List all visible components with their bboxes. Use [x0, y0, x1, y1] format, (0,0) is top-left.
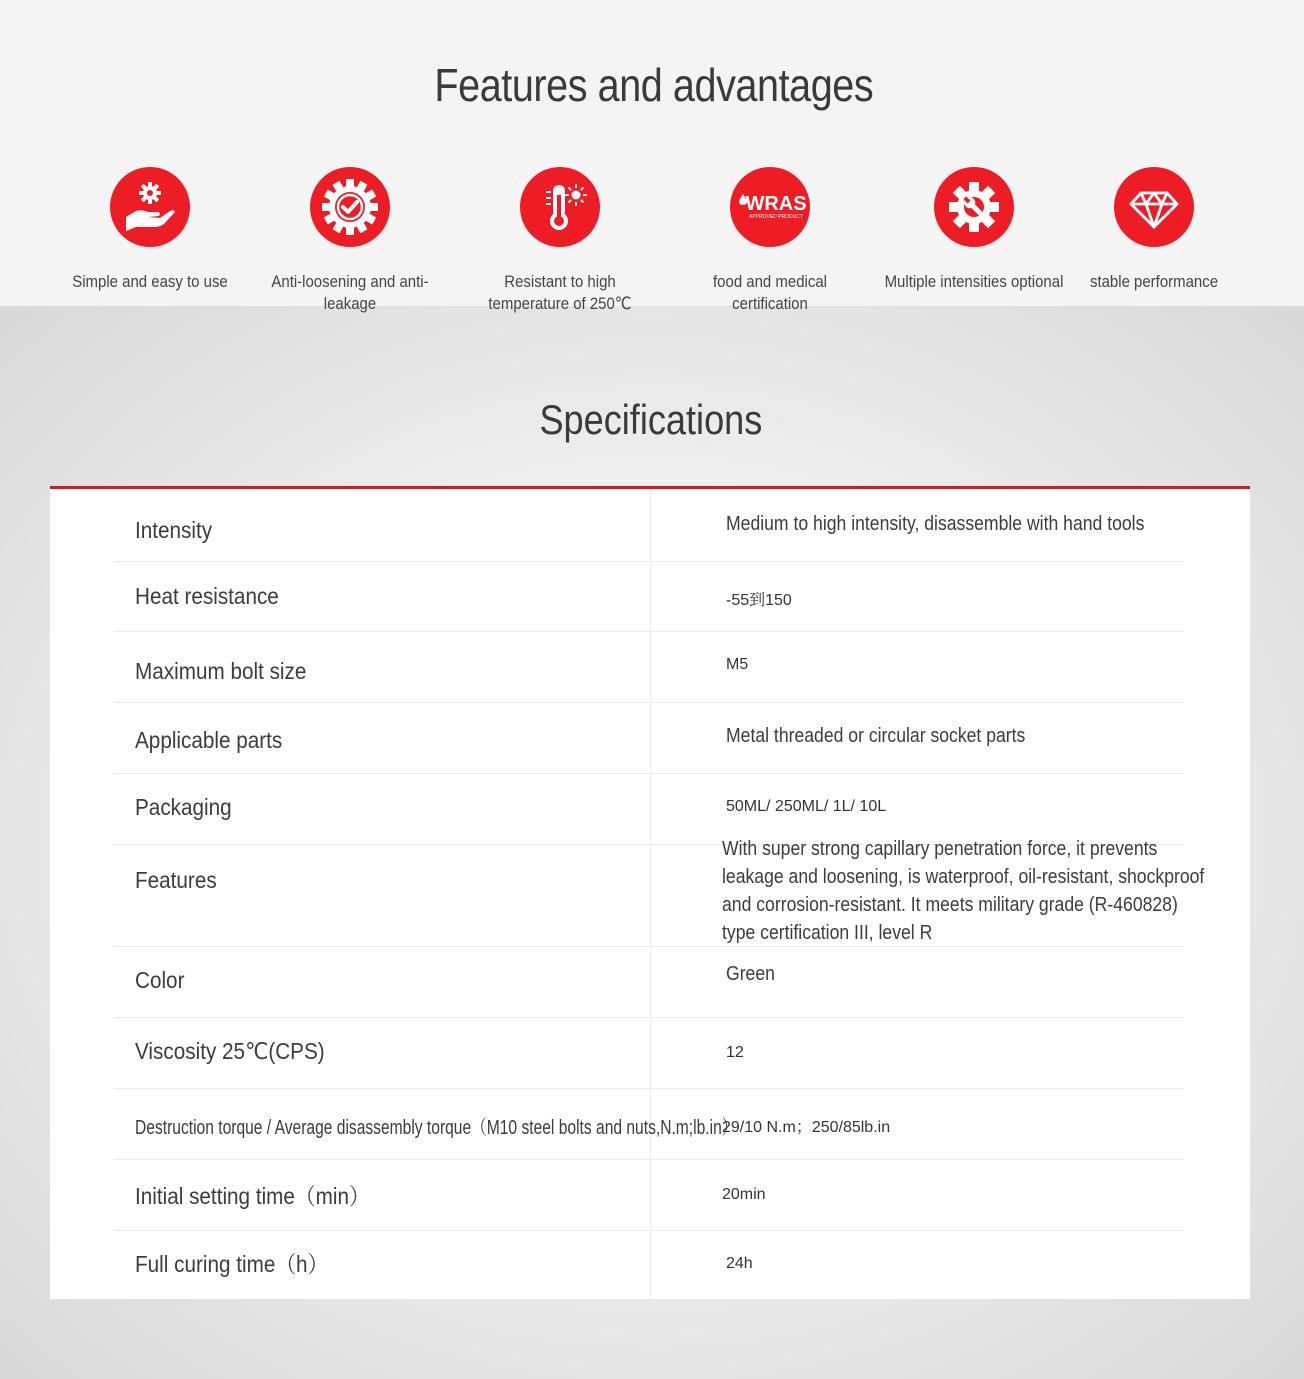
diamond-icon [1114, 167, 1194, 247]
spec-key: Packaging [135, 794, 232, 820]
table-row [114, 489, 1184, 562]
spec-key: Viscosity 25℃(CPS) [135, 1038, 325, 1064]
gear-check-icon [310, 167, 390, 247]
specifications-table [50, 486, 1250, 1299]
table-row [114, 1018, 1184, 1089]
thermometer-sun-icon [520, 167, 600, 247]
spec-key: Destruction torque / Average disassembly torque（M10 steel bolts and nuts,N.m;lb.in） [135, 1117, 738, 1139]
spec-value: 12 [726, 1044, 744, 1061]
spec-value: Metal threaded or circular socket parts [726, 725, 1026, 747]
spec-value: With super strong capillary penetration force, it prevents leakage and loosening, is waterproof, oil-resistant, shockproof and corrosion-resistant. It meets military grade (R-460828) type certification III, level R [722, 838, 1205, 944]
feature-label: food and medical certification [713, 272, 827, 313]
specifications-title: Specifications [539, 396, 763, 443]
table-row [114, 838, 1205, 947]
feature-label: Multiple intensities optional [884, 272, 1064, 291]
spec-key: Color [135, 967, 185, 993]
table-row [114, 1089, 1184, 1160]
gear-wrench-icon [934, 167, 1014, 247]
table-row [114, 947, 1184, 1018]
feature-label: Simple and easy to use [72, 272, 228, 291]
spec-value: Medium to high intensity, disassemble with hand tools [726, 513, 1145, 535]
spec-value: 24h [726, 1255, 753, 1272]
spec-key: Heat resistance [135, 583, 279, 609]
feature-label: stable performance [1089, 272, 1219, 291]
spec-value: Green [726, 963, 775, 985]
spec-key: Applicable parts [135, 727, 283, 753]
feature-certification [660, 167, 880, 315]
spec-value: 50ML/ 250ML/ 1L/ 10L [726, 798, 887, 815]
wras-logo-text: WRAS [745, 193, 807, 215]
feature-simple-easy [40, 167, 260, 293]
spec-value: 29/10 N.m；250/85lb.in [722, 1119, 891, 1136]
wras-logo-icon [730, 167, 810, 247]
features-title: Features and advantages [434, 59, 874, 111]
table-row [114, 1160, 1184, 1231]
table-row [114, 703, 1184, 774]
spec-key: Maximum bolt size [135, 658, 307, 684]
feature-label: Resistant to high temperature of 250℃ [488, 272, 632, 313]
hand-gear-icon [110, 167, 190, 247]
feature-anti-loosening [240, 167, 460, 315]
spec-key: Intensity [135, 517, 213, 543]
wras-logo-subtext: APPROVED PRODUCT [749, 214, 803, 220]
spec-key: Features [135, 867, 217, 893]
spec-value: 20min [722, 1186, 766, 1203]
table-row [114, 1231, 1184, 1299]
spec-value: M5 [726, 656, 749, 673]
spec-value: -55到150 [726, 592, 792, 609]
spec-key: Initial setting time（min） [135, 1183, 370, 1209]
feature-heat-resistant [450, 167, 670, 315]
spec-key: Full curing time（h） [135, 1251, 329, 1277]
table-row [114, 632, 1184, 703]
feature-stable [1044, 167, 1264, 293]
table-row [114, 561, 1184, 632]
feature-label: Anti-loosening and anti-leakage [271, 272, 429, 313]
